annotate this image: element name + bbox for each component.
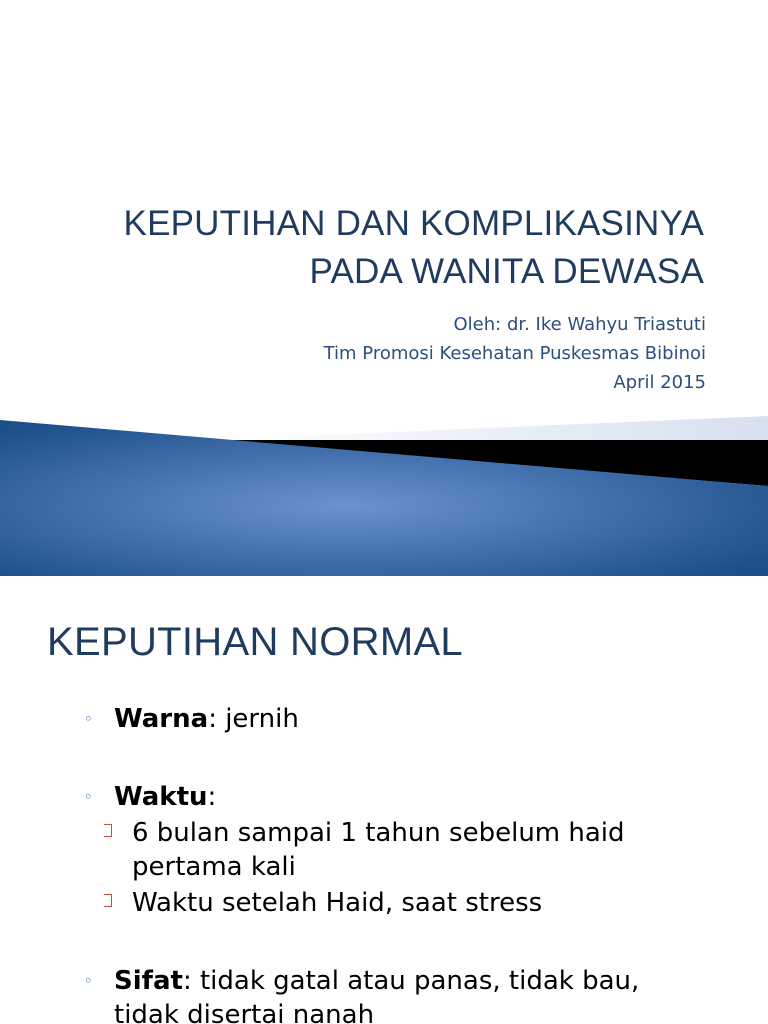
bullet-text: : <box>207 782 217 812</box>
banner-pale-wedge <box>210 416 768 440</box>
sub-bullet-item <box>84 886 734 920</box>
slide-subtitle <box>106 310 706 397</box>
bracket-bullet-icon <box>104 894 112 907</box>
date-line: April 2015 <box>613 372 706 393</box>
bullet-waktu <box>84 780 734 814</box>
bullet-term: Warna <box>114 704 209 734</box>
ring-bullet-icon: ◦ <box>84 710 93 728</box>
bracket-bullet-icon <box>104 824 112 837</box>
bullet-term: Sifat <box>114 966 183 996</box>
organization-line: Tim Promosi Kesehatan Puskesmas Bibinoi <box>323 343 706 364</box>
slide-title-line-2: PADA WANITA DEWASA <box>309 252 704 291</box>
sub-bullet-text: Waktu setelah Haid, saat stress <box>132 888 543 918</box>
decorative-banner <box>0 410 768 576</box>
bullet-term: Waktu <box>114 782 208 812</box>
bullet-list <box>84 702 734 1024</box>
content-slide <box>0 576 768 1024</box>
sub-bullet-item <box>84 816 734 884</box>
bullet-text: : jernih <box>208 704 299 734</box>
slide-heading: KEPUTIHAN NORMAL <box>47 620 463 664</box>
bullet-continuation: tidak disertai nanah <box>114 1000 375 1024</box>
slide-title <box>24 200 704 296</box>
ring-bullet-icon: ◦ <box>84 972 93 990</box>
sub-bullet-text: 6 bulan sampai 1 tahun sebelum haid pertama kali <box>132 818 625 882</box>
author-line: Oleh: dr. Ike Wahyu Triastuti <box>453 314 706 335</box>
ring-bullet-icon: ◦ <box>84 788 93 806</box>
bullet-warna <box>84 702 734 736</box>
bullet-text: : tidak gatal atau panas, tidak bau, <box>182 966 640 996</box>
slide-title-line-1: KEPUTIHAN DAN KOMPLIKASINYA <box>123 204 704 243</box>
bullet-sifat <box>84 964 734 1024</box>
